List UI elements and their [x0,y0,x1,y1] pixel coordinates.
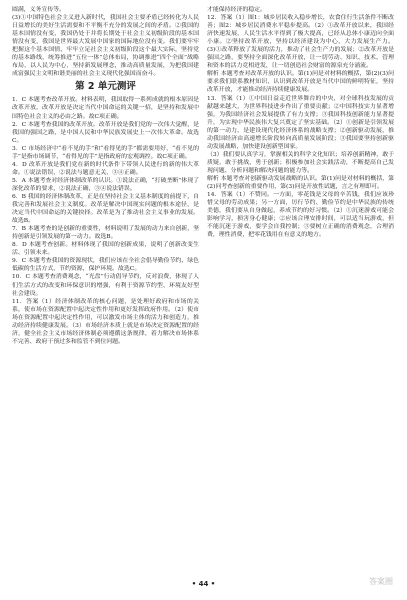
answer-13: 13．答案（1）①中国日益走近世界舞台的中央，对全球科技发展的贡献越来越大，为世界科技进步作出了重要贡献；②中国科技实力显著增强，为我国经济社会发展提供了有力支撑；③我国科技创新能力显著提升，为实现中华民族伟大复兴奠定了坚实基础。（2）①创新是引领发展的第一动力，是建设现代化经济体系的战略支撑；②创新驱动发展，推动我国经济由高速增长阶段转向高质量发展阶段；③我国要坚持创新驱动发展战略，加快建设创新型国家。 [207,95,394,150]
paragraph-continuation: 圆满，义务宣传等。 [12,7,66,13]
analysis-13: 解析 本题考查对创新驱动发展战略的认识。第(1)问是对材料的概括，第(2)问考查创新的重要作用，第(3)问是开放性试题，言之有理即可。 [207,175,394,191]
answer-14: 14．答案（1）不赞同。一方面，零花钱是父母的辛苦钱，我们应该珍惜父母的劳动成果；另一方面，厉行节约、勤俭节约是中华民族的传统美德，我们要从自身做起，养成节约的好习惯。（2）①沉迷游戏可能会影响学习，损害身心健康；②应该合理安排时间，可以适当玩游戏，但不能沉迷于游戏，要学会自我控制；③要树立正确的消费观念，合理消费，理性消费，把零花钱用在有意义的地方。 [207,192,394,239]
page-number: • 44 • [191,580,216,588]
left-column [12,6,199,576]
watermark: 答案圈 [369,577,393,586]
paragraph-continuation: 才能保持经济的稳定。 [207,7,266,13]
section-title: 第 2 单元测评 [75,81,136,93]
answer-3: 3．C 市场经济中“看不见的手”和“看得见的手”都需要用好，“看不见的手”是指市场调节，“看得见的手”是指政府的宏观调控。故C项正确。 [12,145,199,160]
answer-2: 2．C 本题考查我国的改革开放。改革开放是我们党的一次伟大觉醒，是我国的强国之路，是中国人民和中华民族发展史上一次伟大革命。故选C。 [12,121,199,144]
answer-8: 8．D 本题考查创新。材料体现了我国的创新成果，说明了创新改变生活、引领未来。 [12,242,199,257]
answer-10: 10．C 本题考查消费观念，“光盘”行动倡导节约，反对浪费，体现了人们生活方式的改变和环保意识的增强，有利于资源节约型、环境友好型社会建设。 [12,274,199,297]
answer-4: 4．D 改革开放是我们党在新的时代条件下带领人民进行的新的伟大革命。①说法错误，②说法与题意无关，③④正确。 [12,161,199,176]
answer-6: 6．B 我国的经济体制改革，正是在坚持社会主义基本制度的前提下，自我完善和发展社会主义制度。改革是解决中国现实问题的根本途径，是决定当代中国命运的关键抉择。改革是为了推动社会主义事业的发展。故选B。 [12,193,199,225]
answer-1: 1．C 本题考查改革开放。材料表明，我国取得一系列成就的根本原因是改革开放，改革开放是决定当代中国命运的关键一招，是坚持和发展中国特色社会主义的必由之路。故C项正确。 [12,97,199,120]
answer-5: 5．A 本题考查对经济体制改革的认识。①说法正确，“打破垄断”体现了深化改革的要求，②说法正确，③④说法错误。 [12,177,199,192]
answer-11: 11．答案（1）经济体制改革的核心问题，是处理好政府和市场的关系，使市场在资源配置中起决定性作用和更好发挥政府作用。（2）使市场在资源配置中起决定性作用，可以激发市场主体的活力和创造力，推动经济持续健康发展。（3）市场经济本质上就是市场决定资源配置的经济，健全社会主义市场经济体制必须遵循这条规律，着力解决市场体系不完善、政府干预过多和监管不到位问题。 [12,298,199,345]
analysis-12: 解析 本题考查对改革开放的认识。第(1)问是对材料的概括，第(2)(3)问要求我们联系教材知识，认识到改革开放是当代中国的鲜明特征，坚持改革开放，才能推动经济持续健康发展。 [207,71,394,94]
answer-9: 9．C 本题考查我国的资源现状，我们应该在全社会倡导勤俭节约、绿色低碳的生活方式，节约资源，保护环境。故选C。 [12,258,199,273]
two-column-body [12,6,395,576]
answer-7: 7．B 本题考查的是创新的重要性，材料说明了发展的动力来自创新，坚持创新是引领发展的第一动力。故选B。 [12,226,199,241]
answer-13-part-3: （3）我们要认真学习，掌握相关的科学文化知识；培养创新精神，敢于质疑，敢于挑战，勇于创新；积极参加社会实践活动，不断提高自己发现问题、分析问题和解决问题的能力等。 [207,151,394,174]
right-column [207,6,394,576]
answer-12: 12．答案（1）图1：城乡居民收入稳步增长，农食住行生活条件不断改善；图2：城乡居民消费水平稳步提高。（2）①改革开放以来，我国经济快速发展，人民生活水平得到了极大提高，已经从总体小康迈向全面小康。②坚持改革开放，坚持以经济建设为中心，大力发展生产力。(3)①改革释放了发展的活力，推动了社会生产力的发展；②改革开放是强国之路，要坚持全面深化改革开放，让一切劳动、知识、技术、管理和资本的活力竞相迸发，让一切创造社会财富的源泉充分涌流。 [207,15,394,70]
paragraph-answer-3: (3)①中国特色社会主义进入新时代，我国社会主要矛盾已经转化为人民日益增长的美好生活需要和不平衡不充分的发展之间的矛盾。②我国的基本国情没有变，我国仍处于并将长期处于社会主义初级阶段的基本国情没有变，我国是世界最大发展中国家的国际地位没有变。我们要牢牢把握这个基本国情，牢牢立足社会主义初级阶段这个最大实际，坚持党的基本路线，统筹推进“五位一体”总体布局，协调推进“四个全面”战略布局，以人民为中心，坚持新发展理念，推动高质量发展，为把我国建成富强民主文明和谐美丽的社会主义现代化强国而奋斗。 [12,15,199,78]
